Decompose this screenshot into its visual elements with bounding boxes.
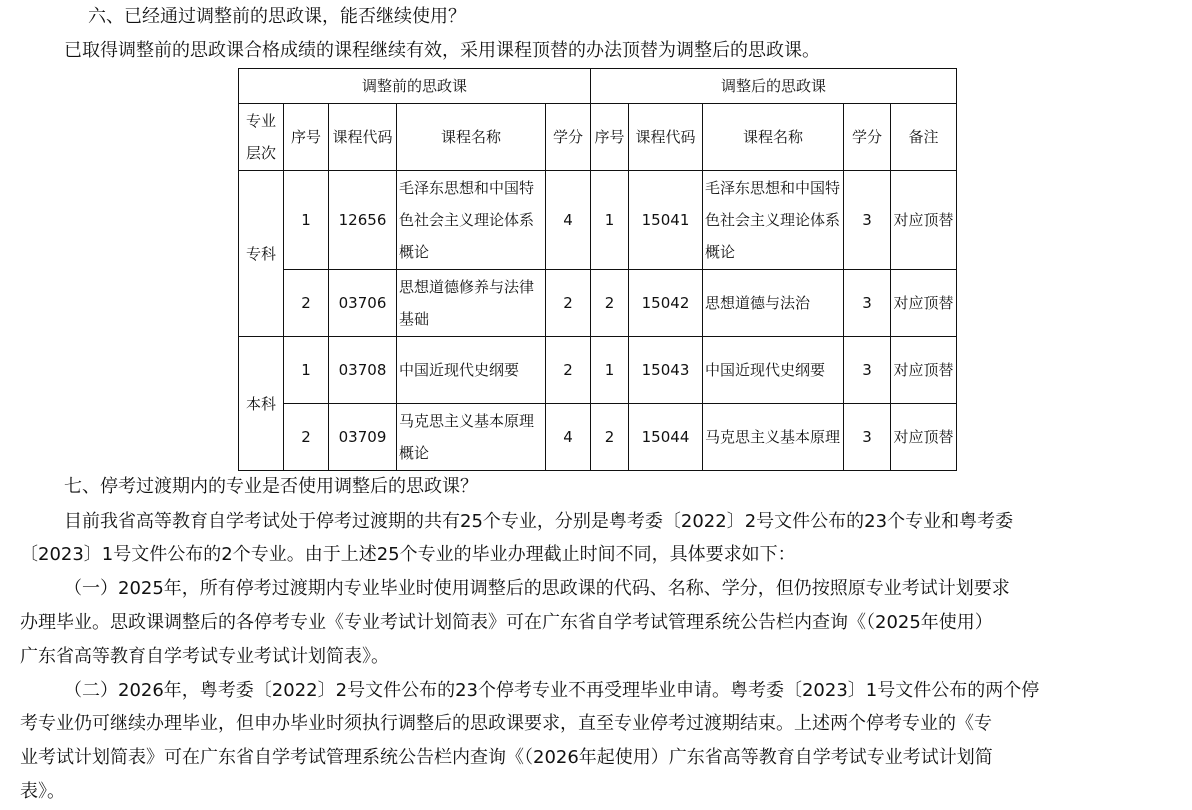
seq-after-cell: 2 <box>591 270 629 337</box>
seq-cell: 1 <box>284 337 329 404</box>
table-row <box>239 404 957 471</box>
code-cell: 12656 <box>329 171 397 270</box>
table-row <box>239 171 957 270</box>
paragraph-line: 目前我省高等教育自学考试处于停考过渡期的共有25个专业，分别是粤考委〔2022〕2号文件公布的23个专业和粤考委 <box>64 511 1014 532</box>
credit-cell: 2 <box>546 337 591 404</box>
paragraph-line: 表》。 <box>20 781 65 802</box>
seq-cell: 1 <box>284 171 329 270</box>
paragraph-line: 考专业仍可继续办理毕业，但申办毕业时须执行调整后的思政课要求，直至专业停考过渡期结束。上述两个停考专业的《专 <box>20 713 992 734</box>
section-7-heading: 七、停考过渡期内的专业是否使用调整后的思政课？ <box>64 476 478 497</box>
seq-after-cell: 1 <box>591 337 629 404</box>
col-header-seq-after: 序号 <box>591 104 629 171</box>
name-cell: 马克思主义基本原理概论 <box>397 404 546 471</box>
col-header-level: 专业层次 <box>239 104 284 171</box>
col-header-code-after: 课程代码 <box>629 104 703 171</box>
code-after-cell: 15041 <box>629 171 703 270</box>
paragraph-line: （一）2025年，所有停考过渡期内专业毕业时使用调整后的思政课的代码、名称、学分，但仍按照原专业考试计划要求 <box>64 578 1010 599</box>
paragraph-line: 办理毕业。思政课调整后的各停考专业《专业考试计划简表》可在广东省自学考试管理系统公告栏内查询《（2025年使用） <box>20 612 993 633</box>
name-after-cell: 思想道德与法治 <box>703 270 844 337</box>
level-cell-zhuanke: 专科 <box>239 171 284 337</box>
col-header-name: 课程名称 <box>397 104 546 171</box>
code-cell: 03709 <box>329 404 397 471</box>
code-after-cell: 15042 <box>629 270 703 337</box>
credit-cell: 2 <box>546 270 591 337</box>
credit-after-cell: 3 <box>844 171 891 270</box>
code-after-cell: 15044 <box>629 404 703 471</box>
level-cell-benke: 本科 <box>239 337 284 471</box>
section-6-intro: 已取得调整前的思政课合格成绩的课程继续有效，采用课程顶替的办法顶替为调整后的思政课。 <box>64 40 820 61</box>
name-after-cell: 中国近现代史纲要 <box>703 337 844 404</box>
seq-cell: 2 <box>284 404 329 471</box>
course-comparison-table <box>238 68 957 471</box>
name-cell: 中国近现代史纲要 <box>397 337 546 404</box>
remark-cell: 对应顶替 <box>891 270 957 337</box>
name-after-cell: 毛泽东思想和中国特色社会主义理论体系概论 <box>703 171 844 270</box>
code-cell: 03708 <box>329 337 397 404</box>
paragraph-line: （二）2026年，粤考委〔2022〕2号文件公布的23个停考专业不再受理毕业申请。粤考委〔2023〕1号文件公布的两个停 <box>64 680 1040 701</box>
paragraph-line: 业考试计划简表》可在广东省自学考试管理系统公告栏内查询《（2026年起使用）广东省高等教育自学考试专业考试计划简 <box>20 747 993 768</box>
seq-cell: 2 <box>284 270 329 337</box>
col-header-name-after: 课程名称 <box>703 104 844 171</box>
code-after-cell: 15043 <box>629 337 703 404</box>
credit-after-cell: 3 <box>844 404 891 471</box>
credit-cell: 4 <box>546 171 591 270</box>
col-header-seq: 序号 <box>284 104 329 171</box>
paragraph-line: 广东省高等教育自学考试专业考试计划简表》。 <box>20 646 389 667</box>
col-header-remark: 备注 <box>891 104 957 171</box>
section-6-heading: 六、已经通过调整前的思政课，能否继续使用？ <box>88 6 466 27</box>
seq-after-cell: 1 <box>591 171 629 270</box>
table-row <box>239 270 957 337</box>
name-cell: 思想道德修养与法律基础 <box>397 270 546 337</box>
code-cell: 03706 <box>329 270 397 337</box>
credit-after-cell: 3 <box>844 270 891 337</box>
group-after-header: 调整后的思政课 <box>591 69 957 104</box>
name-cell: 毛泽东思想和中国特色社会主义理论体系概论 <box>397 171 546 270</box>
remark-cell: 对应顶替 <box>891 171 957 270</box>
remark-cell: 对应顶替 <box>891 337 957 404</box>
paragraph-line: 〔2023〕1号文件公布的2个专业。由于上述25个专业的毕业办理截止时间不同，具体要求如下： <box>20 544 796 565</box>
seq-after-cell: 2 <box>591 404 629 471</box>
col-header-credit-after: 学分 <box>844 104 891 171</box>
remark-cell: 对应顶替 <box>891 404 957 471</box>
credit-cell: 4 <box>546 404 591 471</box>
credit-after-cell: 3 <box>844 337 891 404</box>
col-header-code: 课程代码 <box>329 104 397 171</box>
col-header-credit: 学分 <box>546 104 591 171</box>
table-row <box>239 337 957 404</box>
name-after-cell: 马克思主义基本原理 <box>703 404 844 471</box>
group-before-header: 调整前的思政课 <box>239 69 591 104</box>
